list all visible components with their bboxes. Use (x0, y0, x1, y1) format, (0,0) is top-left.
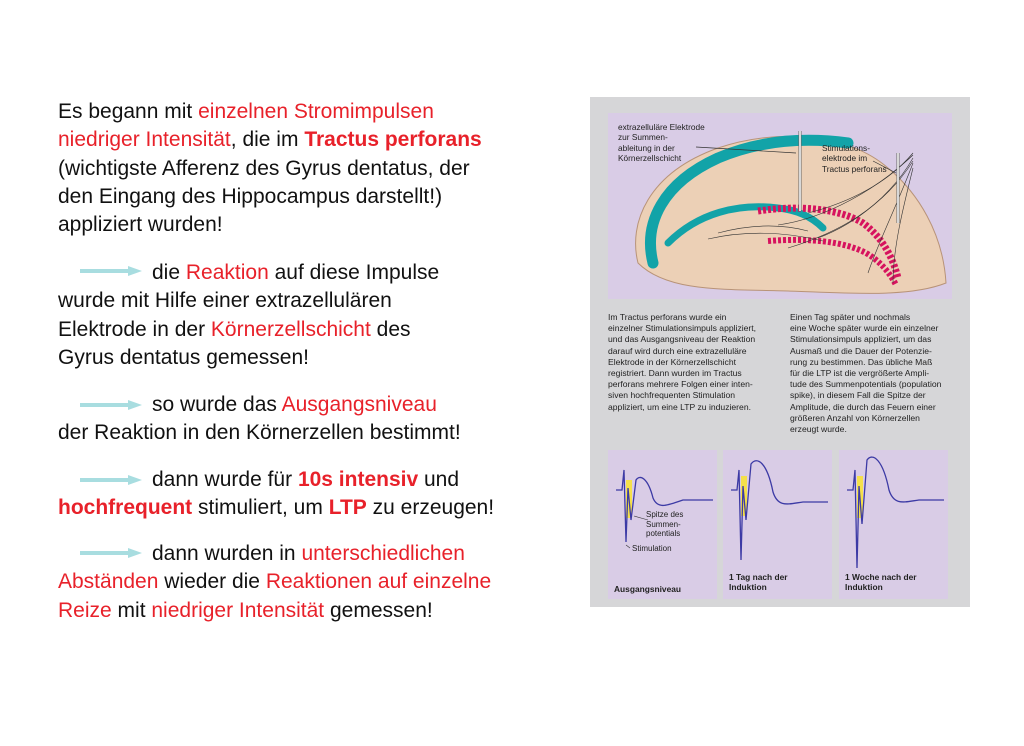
trace-panel-1-week (839, 450, 948, 599)
title-line: 1 Tag nach der (729, 572, 788, 582)
panel-title (729, 572, 788, 593)
text-line: (wichtigste Afferenz des Gyrus dentatus, der (58, 156, 470, 180)
highlight-text: Reaktion (185, 261, 269, 284)
caption-line: tude des Summenpotentials (population (790, 379, 942, 390)
text: zu erzeugen! (366, 496, 495, 520)
highlight-text: Abständen (58, 570, 159, 594)
caption-line: größeren Anzahl von Körnerzellen (790, 412, 920, 423)
highlight-text: LTP (328, 496, 367, 520)
caption-line: für die LTP ist die vergrößerte Ampli- (790, 368, 930, 379)
text-line: wurde mit Hilfe einer extrazellulären (58, 289, 392, 313)
paragraph-stimulation (58, 466, 494, 523)
paragraph-intro (58, 98, 482, 239)
paragraph-baseline (58, 391, 461, 448)
trace-line (731, 461, 828, 560)
text: stimuliert, um (192, 496, 329, 520)
paragraph-measurement (58, 540, 491, 625)
text-line: appliziert wurden! (58, 213, 223, 237)
highlight-text: Reize (58, 598, 112, 622)
highlight-text: Tractus perforans (304, 128, 482, 152)
text: wieder die (158, 570, 266, 594)
caption-left (608, 312, 786, 413)
label-stimulation-electrode (822, 143, 887, 174)
label-line: Körnerzellschicht (618, 153, 682, 164)
text: , die im (230, 128, 305, 152)
caption-line: appliziert, um eine LTP zu induzieren. (608, 401, 751, 412)
text: so wurde das (152, 393, 282, 416)
text: Elektrode in der (58, 317, 211, 341)
caption-line: eine Woche später wurde ein einzelner (790, 323, 939, 334)
text: Es begann mit (58, 100, 199, 123)
label-line: elektrode im (822, 153, 868, 164)
caption-line: spike), in diesem Fall die Spitze der (790, 390, 926, 401)
text: des (370, 317, 411, 341)
label-line: potentials (646, 529, 681, 538)
highlight-text: unterschiedlichen (301, 542, 465, 565)
text: gemessen! (324, 598, 433, 622)
caption-line: Einen Tag später und nochmals (790, 312, 911, 322)
label-stimulation: Stimulation (632, 544, 672, 553)
caption-line: darauf wird durch eine extrazelluläre (608, 345, 747, 356)
title-line: Induktion (729, 582, 767, 593)
text-line: Gyrus dentatus gemessen! (58, 345, 309, 369)
text: mit (111, 598, 152, 622)
text: dann wurden in (152, 542, 302, 565)
highlight-text: einzelnen Stromimpulsen (198, 100, 434, 123)
leader-line (626, 545, 630, 548)
caption-line: und das Ausgangsniveau der Reaktion (608, 334, 756, 345)
text-line: der Reaktion in den Körnerzellen bestimmt! (58, 421, 461, 445)
caption-line: siven hochfrequenten Stimulation (608, 390, 736, 401)
label-line: Stimulations- (822, 143, 870, 153)
caption-right (790, 312, 970, 435)
caption-line: Im Tractus perforans wurde ein (608, 312, 727, 322)
highlight-text: Reaktionen auf einzelne (265, 570, 492, 594)
label-line: Tractus perforans (822, 163, 887, 174)
highlight-text: Körnerzellschicht (210, 317, 371, 341)
caption-line: Ausmaß und die Dauer der Potenzie- (790, 345, 932, 356)
caption-line: Elektrode in der Körnerzellschicht (608, 356, 737, 367)
caption-line: einzelner Stimulationsimpuls appliziert, (608, 323, 757, 334)
hippocampus-figure (590, 97, 970, 607)
caption-line: registriert. Dann wurden im Tractus (608, 368, 742, 379)
trace-panel-baseline (608, 450, 717, 599)
panel-title (845, 572, 917, 593)
caption-line: Amplitude, die durch das Feuern einer (790, 401, 936, 412)
label-recording-electrode (618, 122, 705, 164)
text: auf diese Impulse (268, 261, 440, 284)
trace-panel-1-day (723, 450, 832, 599)
caption-line: rung zu bestimmen. Das übliche Maß (790, 356, 933, 367)
highlight-text: niedriger Intensität (58, 128, 231, 152)
panel-title: Ausgangsniveau (614, 584, 682, 594)
text-line: den Eingang des Hippocampus darstellt!) (58, 184, 443, 208)
title-line: Induktion (845, 582, 883, 593)
caption-line: Stimulationsimpuls appliziert, um das (790, 334, 932, 345)
highlight-text: 10s intensiv (297, 468, 419, 491)
hippocampus-illustration (608, 113, 952, 299)
label-peak (646, 510, 683, 539)
text: dann wurde für (152, 468, 298, 491)
title-line: 1 Woche nach der (845, 572, 917, 582)
label-line: Spitze des (646, 510, 684, 519)
highlight-text: Ausgangsniveau (281, 393, 437, 416)
caption-line: perforans mehrere Folgen einer inten- (608, 379, 753, 390)
label-line: extrazelluläre Elektrode (618, 122, 705, 132)
highlight-text: hochfrequent (58, 496, 193, 520)
text: und (418, 468, 460, 491)
text: die (152, 261, 186, 284)
paragraph-reaction (58, 259, 439, 372)
label-line: ableitung in der (618, 142, 675, 153)
label-line: zur Summen- (618, 132, 668, 143)
trace-line (847, 457, 944, 568)
caption-line: erzeugt wurde. (790, 424, 847, 435)
label-line: Summen- (646, 519, 681, 529)
highlight-text: niedriger Intensität (151, 598, 325, 622)
